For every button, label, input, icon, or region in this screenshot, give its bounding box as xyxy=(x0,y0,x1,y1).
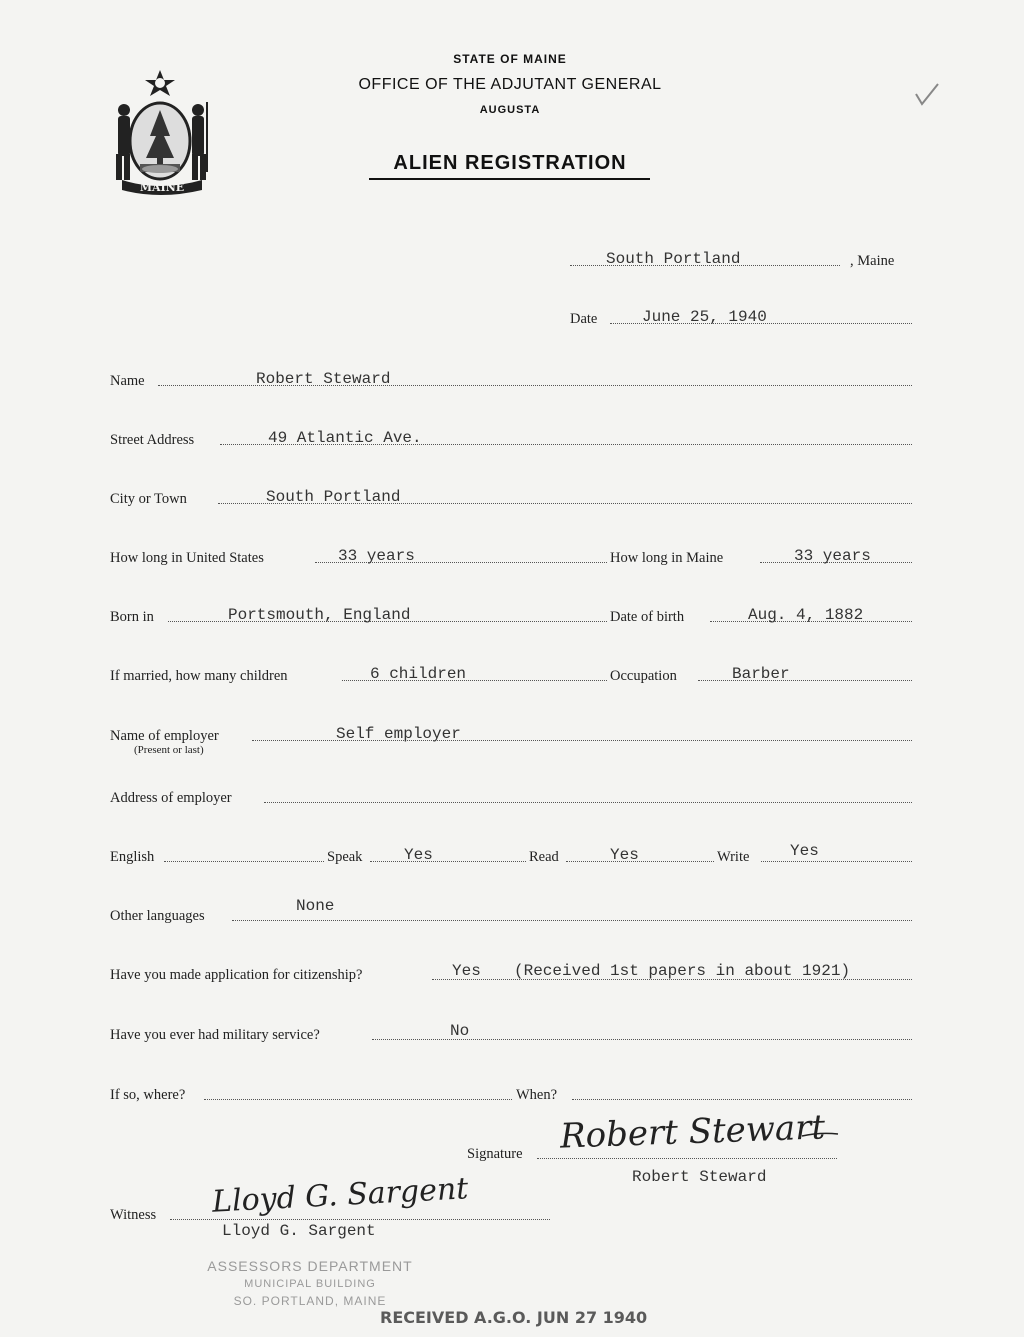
how-long-maine-label: How long in Maine xyxy=(610,550,724,566)
name-value: Robert Steward xyxy=(256,370,391,388)
military-row xyxy=(110,1018,915,1046)
place-suffix: , Maine xyxy=(850,253,895,269)
where-label: If so, where? xyxy=(110,1087,186,1103)
born-in-label: Born in xyxy=(110,609,154,625)
occupation-value: Barber xyxy=(732,665,790,683)
how-long-row xyxy=(110,541,915,569)
born-row xyxy=(110,600,915,628)
signature-typed: Robert Steward xyxy=(632,1168,767,1186)
stamp-line-3: SO. PORTLAND, MAINE xyxy=(233,1294,387,1308)
page-title: ALIEN REGISTRATION xyxy=(393,152,627,174)
occupation-label: Occupation xyxy=(610,668,677,684)
check-mark-icon xyxy=(912,80,942,110)
citizenship-row xyxy=(110,958,950,986)
when-label: When? xyxy=(516,1087,558,1103)
maine-state-seal xyxy=(110,66,220,196)
witness-script: Lloyd G. Sargent xyxy=(211,1171,470,1220)
received-stamp: RECEIVED A.G.O. JUN 27 1940 xyxy=(380,1308,648,1327)
military-label: Have you ever had military service? xyxy=(110,1027,320,1043)
employer-address-label: Address of employer xyxy=(110,790,232,806)
how-long-maine-value: 33 years xyxy=(794,547,871,565)
name-label: Name xyxy=(110,373,145,389)
citizenship-note: (Received 1st papers in about 1921) xyxy=(514,962,851,980)
citizenship-value: Yes xyxy=(452,962,481,980)
place-row xyxy=(570,244,920,272)
title-underline xyxy=(369,178,650,180)
street-label: Street Address xyxy=(110,432,195,448)
other-languages-label: Other languages xyxy=(110,908,205,924)
stamp-line-2: MUNICIPAL BUILDING xyxy=(244,1278,376,1290)
where-when-row xyxy=(110,1078,915,1106)
employer-address-row xyxy=(110,781,915,809)
english-label: English xyxy=(110,849,155,865)
date-row xyxy=(570,302,915,330)
stamp-line-1: ASSESSORS DEPARTMENT xyxy=(207,1258,413,1274)
children-row xyxy=(110,659,915,687)
city-label: City or Town xyxy=(110,491,187,507)
date-of-birth-label: Date of birth xyxy=(610,609,685,625)
header-city: AUGUSTA xyxy=(479,104,541,116)
signature-flourish xyxy=(800,1130,840,1142)
date-of-birth-value: Aug. 4, 1882 xyxy=(748,606,864,624)
other-languages-row xyxy=(110,899,915,927)
place-value: South Portland xyxy=(606,250,741,268)
children-value: 6 children xyxy=(370,665,467,683)
employer-label: Name of employer xyxy=(110,728,219,744)
read-label: Read xyxy=(529,849,559,865)
read-value: Yes xyxy=(610,846,639,864)
header-office: OFFICE OF THE ADJUTANT GENERAL xyxy=(358,76,662,93)
city-value: South Portland xyxy=(266,488,401,506)
signature-label: Signature xyxy=(467,1146,523,1162)
write-value: Yes xyxy=(790,842,819,860)
witness-typed: Lloyd G. Sargent xyxy=(222,1222,376,1240)
born-in-value: Portsmouth, England xyxy=(228,606,411,624)
employer-row xyxy=(110,719,915,747)
signature-script: Robert Stewart xyxy=(559,1107,826,1157)
military-value: No xyxy=(450,1022,470,1040)
city-row xyxy=(110,482,915,510)
write-label: Write xyxy=(717,849,750,865)
witness-label: Witness xyxy=(110,1207,157,1223)
other-languages-value: None xyxy=(296,897,335,915)
children-label: If married, how many children xyxy=(110,668,288,684)
date-value: June 25, 1940 xyxy=(642,308,767,326)
header-state: STATE OF MAINE xyxy=(453,52,567,66)
employer-value: Self employer xyxy=(336,725,461,743)
svg-text:MAINE: MAINE xyxy=(139,181,185,194)
date-label: Date xyxy=(570,311,598,327)
street-value: 49 Atlantic Ave. xyxy=(268,429,422,447)
how-long-us-value: 33 years xyxy=(338,547,415,565)
how-long-us-label: How long in United States xyxy=(110,550,264,566)
name-row xyxy=(110,364,915,392)
employer-sublabel: (Present or last) xyxy=(134,744,204,756)
street-row xyxy=(110,423,915,451)
english-row xyxy=(110,840,915,868)
speak-value: Yes xyxy=(404,846,433,864)
citizenship-label: Have you made application for citizenship? xyxy=(110,967,363,983)
speak-label: Speak xyxy=(327,849,363,865)
